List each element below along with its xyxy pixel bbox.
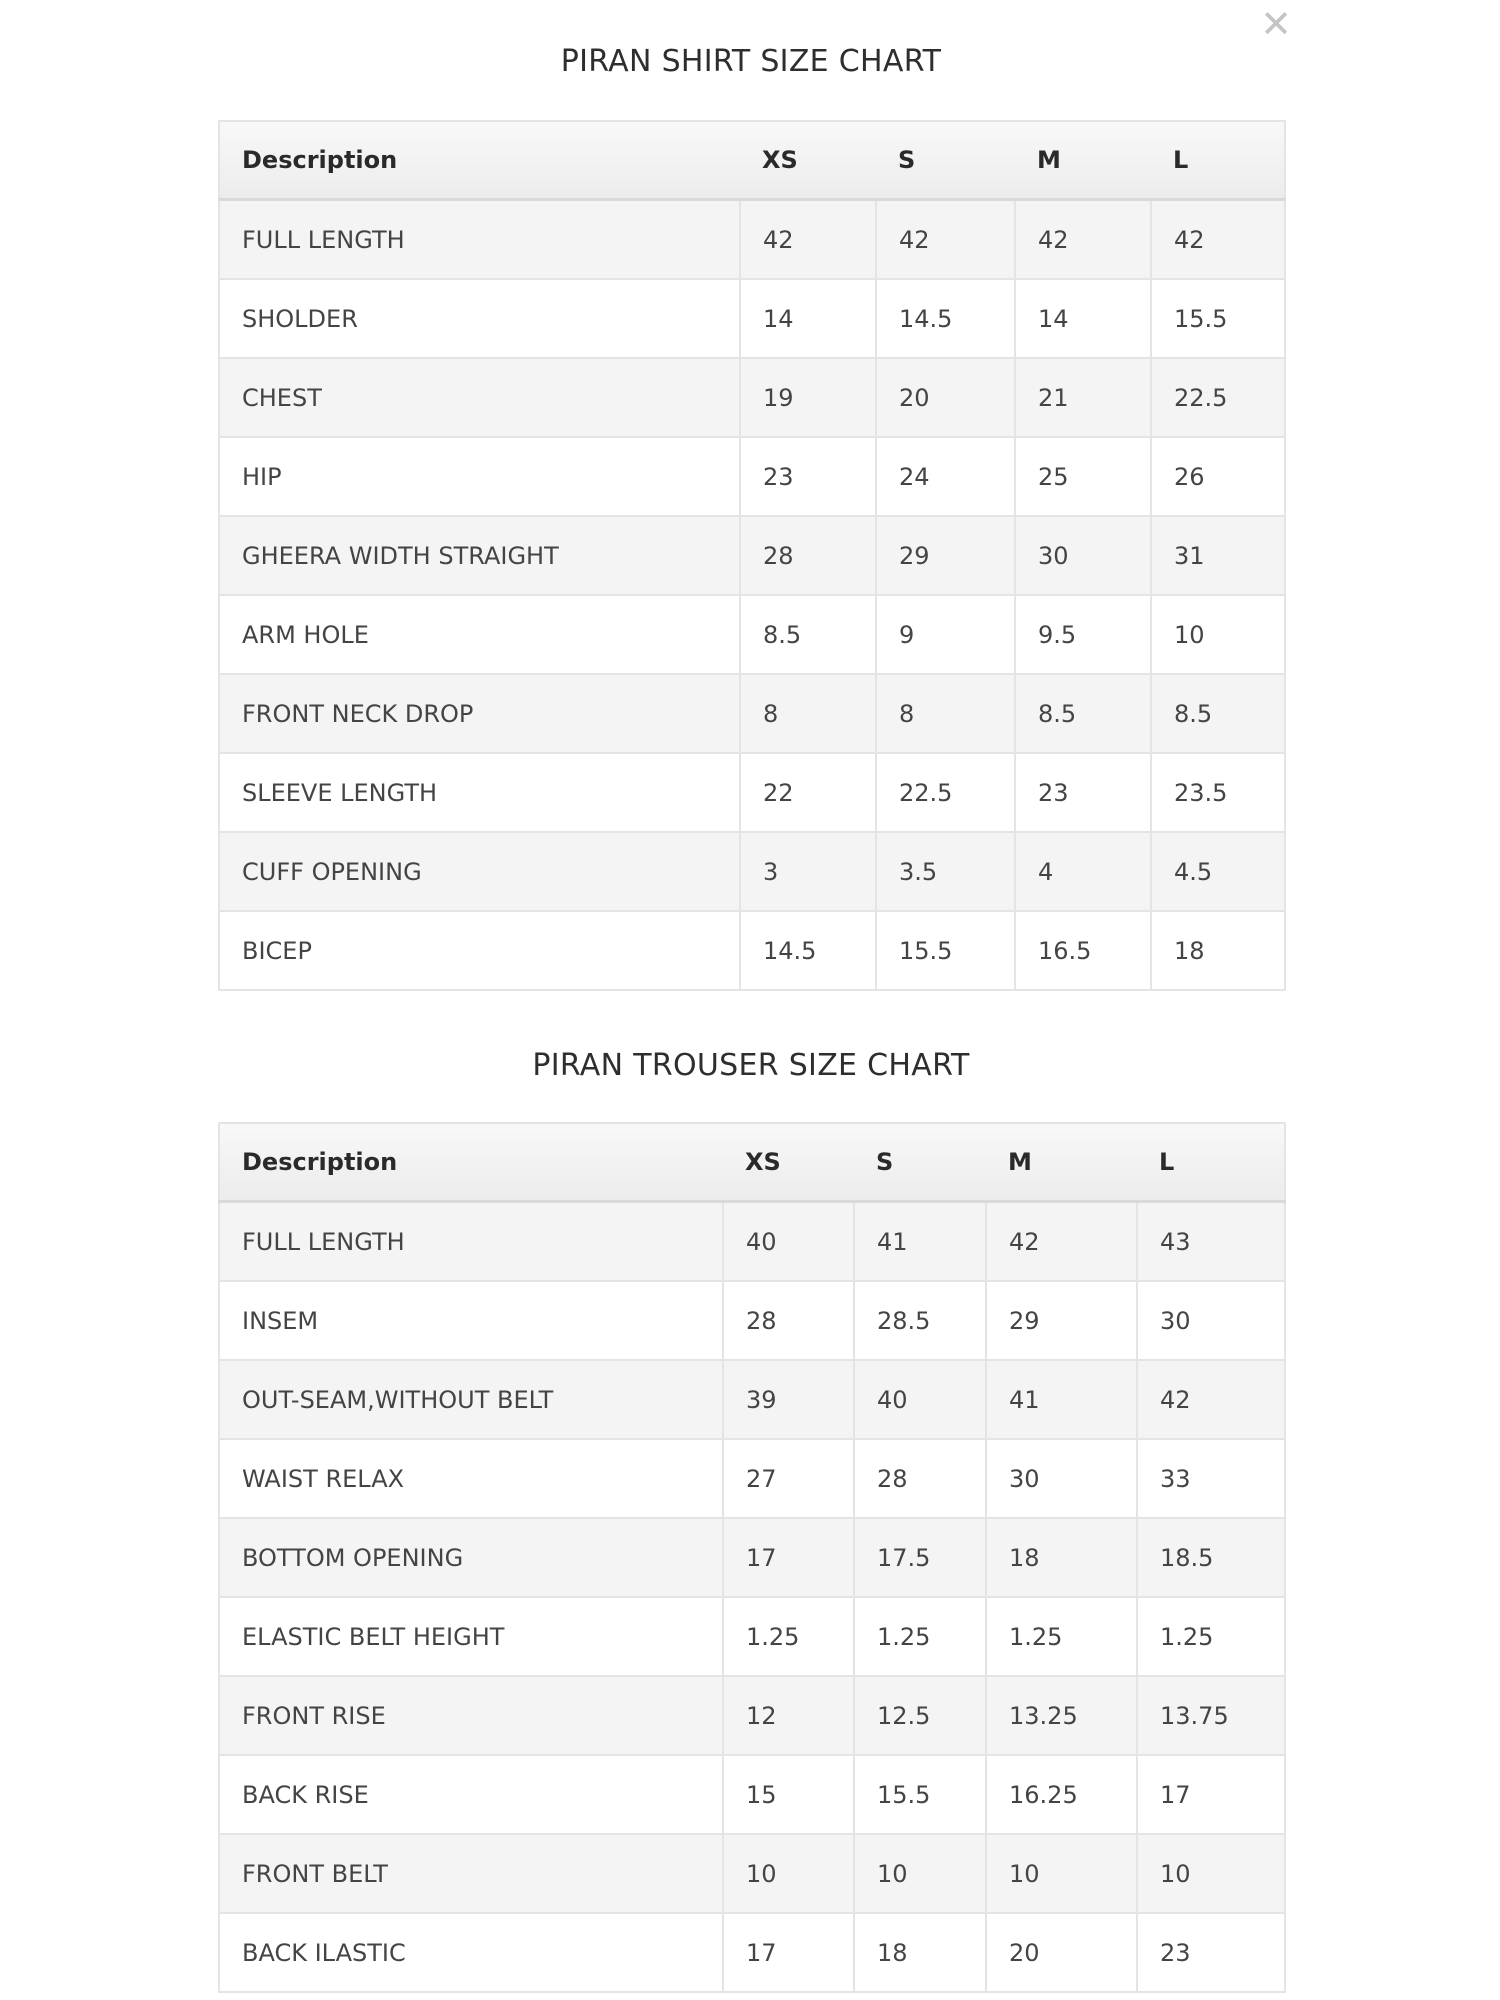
table-header	[219, 121, 1285, 200]
cell-xs: 28	[740, 516, 876, 595]
cell-l: 26	[1151, 437, 1285, 516]
column-header-l: L	[1137, 1123, 1285, 1202]
cell-xs: 14	[740, 279, 876, 358]
cell-l: 13.75	[1137, 1676, 1285, 1755]
cell-l: 31	[1151, 516, 1285, 595]
cell-s: 12.5	[854, 1676, 986, 1755]
cell-s: 3.5	[876, 832, 1015, 911]
cell-l: 10	[1137, 1834, 1285, 1913]
table-row	[219, 595, 1285, 674]
cell-s: 17.5	[854, 1518, 986, 1597]
table-row	[219, 1913, 1285, 1992]
table-row	[219, 516, 1285, 595]
cell-xs: 3	[740, 832, 876, 911]
table-row	[219, 674, 1285, 753]
cell-xs: 15	[723, 1755, 854, 1834]
column-header-s: S	[876, 121, 1015, 200]
column-header-m: M	[1015, 121, 1151, 200]
table-row	[219, 279, 1285, 358]
cell-s: 29	[876, 516, 1015, 595]
cell-l: 23	[1137, 1913, 1285, 1992]
row-label: BICEP	[219, 911, 740, 990]
trouser-size-table	[218, 1122, 1286, 1993]
header-row	[219, 1123, 1285, 1202]
cell-l: 10	[1151, 595, 1285, 674]
cell-s: 14.5	[876, 279, 1015, 358]
row-label: INSEM	[219, 1281, 723, 1360]
cell-xs: 10	[723, 1834, 854, 1913]
cell-l: 4.5	[1151, 832, 1285, 911]
cell-l: 42	[1151, 200, 1285, 280]
cell-s: 18	[854, 1913, 986, 1992]
shirt-size-chart-title: PIRAN SHIRT SIZE CHART	[560, 44, 942, 79]
trouser-size-chart-title: PIRAN TROUSER SIZE CHART	[532, 1048, 970, 1083]
cell-m: 25	[1015, 437, 1151, 516]
cell-m: 23	[1015, 753, 1151, 832]
cell-s: 15.5	[876, 911, 1015, 990]
cell-m: 20	[986, 1913, 1137, 1992]
cell-m: 9.5	[1015, 595, 1151, 674]
table-row	[219, 1676, 1285, 1755]
cell-xs: 42	[740, 200, 876, 280]
cell-l: 42	[1137, 1360, 1285, 1439]
cell-xs: 39	[723, 1360, 854, 1439]
cell-l: 23.5	[1151, 753, 1285, 832]
cell-l: 30	[1137, 1281, 1285, 1360]
table-row	[219, 1518, 1285, 1597]
cell-m: 16.25	[986, 1755, 1137, 1834]
row-label: HIP	[219, 437, 740, 516]
cell-m: 8.5	[1015, 674, 1151, 753]
cell-m: 13.25	[986, 1676, 1137, 1755]
cell-m: 42	[986, 1202, 1137, 1282]
cell-s: 20	[876, 358, 1015, 437]
column-header-s: S	[854, 1123, 986, 1202]
cell-l: 8.5	[1151, 674, 1285, 753]
table-row	[219, 753, 1285, 832]
cell-l: 33	[1137, 1439, 1285, 1518]
table-row	[219, 1439, 1285, 1518]
column-header-l: L	[1151, 121, 1285, 200]
column-header-m: M	[986, 1123, 1137, 1202]
cell-m: 10	[986, 1834, 1137, 1913]
cell-m: 42	[1015, 200, 1151, 280]
shirt-size-table	[218, 120, 1286, 991]
row-label: BACK RISE	[219, 1755, 723, 1834]
column-header-description: Description	[219, 121, 740, 200]
cell-s: 1.25	[854, 1597, 986, 1676]
row-label: SLEEVE LENGTH	[219, 753, 740, 832]
cell-xs: 1.25	[723, 1597, 854, 1676]
table-row	[219, 200, 1285, 280]
table-row	[219, 911, 1285, 990]
cell-xs: 14.5	[740, 911, 876, 990]
row-label: GHEERA WIDTH STRAIGHT	[219, 516, 740, 595]
cell-xs: 17	[723, 1913, 854, 1992]
cell-xs: 19	[740, 358, 876, 437]
cell-xs: 23	[740, 437, 876, 516]
cell-l: 43	[1137, 1202, 1285, 1282]
cell-s: 24	[876, 437, 1015, 516]
cell-xs: 22	[740, 753, 876, 832]
cell-xs: 8.5	[740, 595, 876, 674]
cell-m: 30	[986, 1439, 1137, 1518]
cell-m: 30	[1015, 516, 1151, 595]
row-label: WAIST RELAX	[219, 1439, 723, 1518]
cell-xs: 17	[723, 1518, 854, 1597]
row-label: FRONT BELT	[219, 1834, 723, 1913]
column-header-xs: XS	[723, 1123, 854, 1202]
row-label: BOTTOM OPENING	[219, 1518, 723, 1597]
row-label: FRONT RISE	[219, 1676, 723, 1755]
cell-xs: 12	[723, 1676, 854, 1755]
cell-m: 14	[1015, 279, 1151, 358]
table-row	[219, 1834, 1285, 1913]
cell-s: 15.5	[854, 1755, 986, 1834]
column-header-xs: XS	[740, 121, 876, 200]
cell-s: 9	[876, 595, 1015, 674]
cell-l: 17	[1137, 1755, 1285, 1834]
cell-s: 22.5	[876, 753, 1015, 832]
cell-l: 1.25	[1137, 1597, 1285, 1676]
cell-xs: 8	[740, 674, 876, 753]
cell-l: 15.5	[1151, 279, 1285, 358]
cell-m: 4	[1015, 832, 1151, 911]
cell-xs: 40	[723, 1202, 854, 1282]
cell-l: 22.5	[1151, 358, 1285, 437]
row-label: ARM HOLE	[219, 595, 740, 674]
cell-s: 40	[854, 1360, 986, 1439]
row-label: OUT-SEAM,WITHOUT BELT	[219, 1360, 723, 1439]
table-row	[219, 1281, 1285, 1360]
close-icon[interactable]: ✕	[1260, 2, 1292, 46]
cell-s: 41	[854, 1202, 986, 1282]
row-label: SHOLDER	[219, 279, 740, 358]
cell-s: 28.5	[854, 1281, 986, 1360]
cell-m: 16.5	[1015, 911, 1151, 990]
table-row	[219, 358, 1285, 437]
row-label: CHEST	[219, 358, 740, 437]
row-label: FRONT NECK DROP	[219, 674, 740, 753]
column-header-description: Description	[219, 1123, 723, 1202]
header-row	[219, 121, 1285, 200]
cell-m: 1.25	[986, 1597, 1137, 1676]
row-label: CUFF OPENING	[219, 832, 740, 911]
cell-l: 18	[1151, 911, 1285, 990]
table-row	[219, 1755, 1285, 1834]
cell-m: 41	[986, 1360, 1137, 1439]
table-row	[219, 437, 1285, 516]
cell-m: 29	[986, 1281, 1137, 1360]
row-label: FULL LENGTH	[219, 1202, 723, 1282]
table-row	[219, 1360, 1285, 1439]
cell-m: 21	[1015, 358, 1151, 437]
row-label: ELASTIC BELT HEIGHT	[219, 1597, 723, 1676]
table-row	[219, 1202, 1285, 1282]
row-label: BACK ILASTIC	[219, 1913, 723, 1992]
table-row	[219, 1597, 1285, 1676]
cell-s: 42	[876, 200, 1015, 280]
table-header	[219, 1123, 1285, 1202]
cell-s: 8	[876, 674, 1015, 753]
row-label: FULL LENGTH	[219, 200, 740, 280]
cell-s: 10	[854, 1834, 986, 1913]
cell-s: 28	[854, 1439, 986, 1518]
cell-m: 18	[986, 1518, 1137, 1597]
table-row	[219, 832, 1285, 911]
cell-xs: 28	[723, 1281, 854, 1360]
cell-xs: 27	[723, 1439, 854, 1518]
cell-l: 18.5	[1137, 1518, 1285, 1597]
